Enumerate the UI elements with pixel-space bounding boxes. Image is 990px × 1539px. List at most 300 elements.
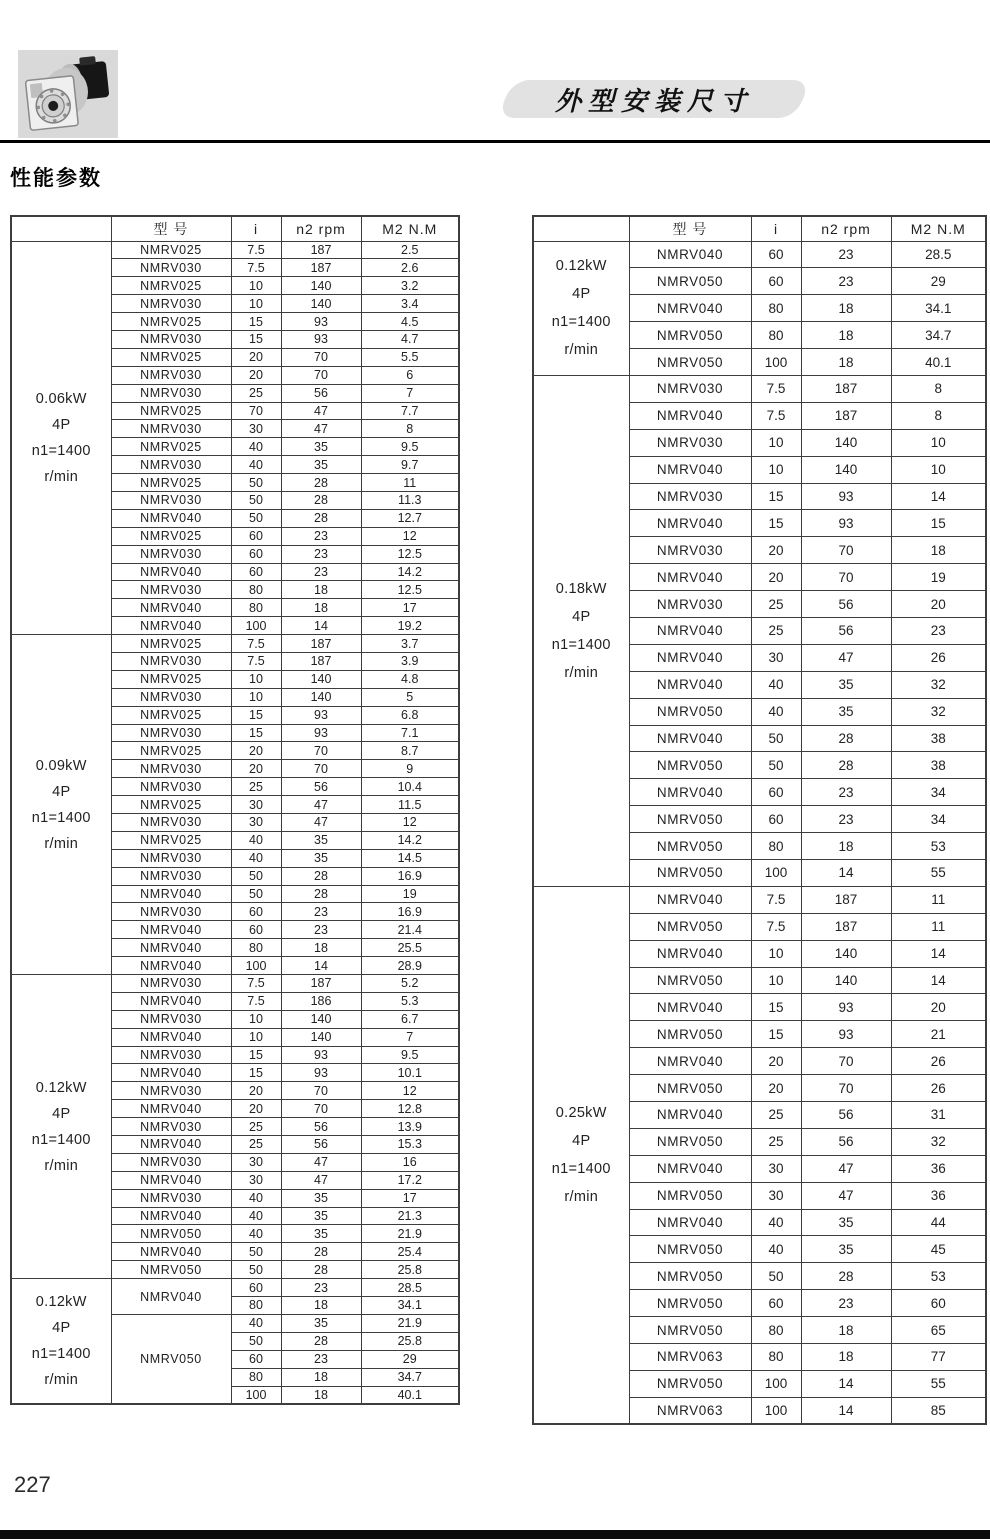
speed-cell: 28 [281, 1261, 361, 1279]
model-cell: NMRV030 [111, 581, 231, 599]
torque-cell: 11 [891, 913, 986, 940]
speed-cell: 93 [801, 994, 891, 1021]
model-cell: NMRV040 [111, 1136, 231, 1154]
speed-cell: 70 [281, 760, 361, 778]
torque-cell: 6 [361, 366, 459, 384]
model-cell: NMRV025 [111, 796, 231, 814]
ratio-cell: 25 [231, 778, 281, 796]
ratio-cell: 40 [751, 671, 801, 698]
speed-cell: 140 [801, 456, 891, 483]
speed-cell: 47 [281, 796, 361, 814]
model-cell: NMRV050 [629, 1128, 751, 1155]
model-cell: NMRV025 [111, 348, 231, 366]
torque-cell: 16.9 [361, 903, 459, 921]
torque-cell: 10 [891, 456, 986, 483]
ratio-cell: 25 [231, 1118, 281, 1136]
model-cell: NMRV040 [629, 779, 751, 806]
torque-cell: 17 [361, 1189, 459, 1207]
gearbox-motor-icon [18, 50, 118, 138]
torque-cell: 34.1 [891, 295, 986, 322]
speed-cell: 140 [801, 967, 891, 994]
speed-cell: 23 [801, 268, 891, 295]
ratio-cell: 25 [751, 591, 801, 618]
power-group-label: 0.09kW 4P n1=1400 r/min [11, 635, 111, 975]
speed-cell: 140 [801, 940, 891, 967]
ratio-cell: 30 [231, 420, 281, 438]
model-cell: NMRV040 [111, 617, 231, 635]
ratio-cell: 50 [751, 752, 801, 779]
ratio-cell: 7.5 [751, 886, 801, 913]
ratio-cell: 7.5 [231, 975, 281, 993]
model-cell: NMRV030 [111, 778, 231, 796]
ratio-cell: 50 [231, 1243, 281, 1261]
torque-cell: 3.2 [361, 277, 459, 295]
torque-cell: 12.5 [361, 581, 459, 599]
ratio-cell: 40 [231, 831, 281, 849]
torque-cell: 11 [361, 474, 459, 492]
torque-cell: 14 [891, 483, 986, 510]
ratio-cell: 15 [231, 330, 281, 348]
torque-cell: 19 [361, 885, 459, 903]
torque-cell: 44 [891, 1209, 986, 1236]
model-cell: NMRV040 [629, 940, 751, 967]
torque-cell: 14.5 [361, 849, 459, 867]
model-cell: NMRV030 [111, 1189, 231, 1207]
model-cell: NMRV040 [629, 241, 751, 268]
ratio-cell: 40 [231, 1225, 281, 1243]
ratio-cell: 60 [751, 241, 801, 268]
ratio-cell: 30 [751, 1182, 801, 1209]
model-cell: NMRV040 [111, 885, 231, 903]
model-cell: NMRV040 [629, 994, 751, 1021]
model-cell: NMRV050 [629, 698, 751, 725]
ratio-cell: 25 [751, 1102, 801, 1129]
torque-cell: 4.8 [361, 670, 459, 688]
ratio-cell: 50 [231, 1261, 281, 1279]
model-cell: NMRV025 [111, 670, 231, 688]
speed-cell: 23 [801, 806, 891, 833]
torque-cell: 8 [361, 420, 459, 438]
ratio-cell: 60 [231, 545, 281, 563]
speed-cell: 18 [281, 939, 361, 957]
model-cell: NMRV025 [111, 474, 231, 492]
model-cell: NMRV040 [111, 1100, 231, 1118]
speed-cell: 14 [281, 617, 361, 635]
torque-cell: 38 [891, 725, 986, 752]
ratio-cell: 80 [231, 1297, 281, 1315]
page-number: 227 [14, 1472, 51, 1497]
torque-cell: 7 [361, 384, 459, 402]
model-cell: NMRV030 [111, 1082, 231, 1100]
speed-cell: 18 [801, 322, 891, 349]
model-cell: NMRV030 [111, 545, 231, 563]
power-group-label: 0.12kW 4P n1=1400 r/min [11, 975, 111, 1279]
model-cell: NMRV025 [111, 706, 231, 724]
torque-cell: 19.2 [361, 617, 459, 635]
speed-cell: 140 [281, 295, 361, 313]
torque-cell: 40.1 [891, 349, 986, 376]
torque-cell: 26 [891, 1048, 986, 1075]
ratio-cell: 25 [751, 1128, 801, 1155]
torque-cell: 12.5 [361, 545, 459, 563]
model-cell: NMRV030 [111, 330, 231, 348]
header-divider [0, 140, 990, 143]
torque-cell: 60 [891, 1290, 986, 1317]
speed-cell: 23 [801, 1290, 891, 1317]
ratio-cell: 7.5 [231, 241, 281, 259]
torque-cell: 16 [361, 1153, 459, 1171]
torque-cell: 77 [891, 1344, 986, 1371]
speed-cell: 56 [801, 617, 891, 644]
table-row [533, 241, 986, 268]
torque-cell: 34.7 [891, 322, 986, 349]
torque-cell: 12 [361, 1082, 459, 1100]
torque-cell: 29 [891, 268, 986, 295]
speed-cell: 70 [281, 1082, 361, 1100]
ratio-cell: 7.5 [751, 375, 801, 402]
speed-cell: 47 [801, 1155, 891, 1182]
torque-cell: 25.4 [361, 1243, 459, 1261]
torque-cell: 21.9 [361, 1314, 459, 1332]
speed-cell: 93 [281, 1046, 361, 1064]
model-cell: NMRV050 [629, 1182, 751, 1209]
ratio-cell: 80 [751, 1344, 801, 1371]
torque-cell: 13.9 [361, 1118, 459, 1136]
speed-cell: 23 [801, 779, 891, 806]
ratio-cell: 80 [231, 581, 281, 599]
model-cell: NMRV040 [629, 886, 751, 913]
speed-cell: 18 [801, 833, 891, 860]
speed-cell: 35 [281, 438, 361, 456]
torque-cell: 4.7 [361, 330, 459, 348]
ratio-cell: 50 [751, 725, 801, 752]
ratio-cell: 60 [231, 563, 281, 581]
speed-cell: 140 [281, 277, 361, 295]
speed-cell: 18 [801, 349, 891, 376]
model-cell: NMRV025 [111, 402, 231, 420]
speed-cell: 140 [281, 688, 361, 706]
speed-cell: 23 [281, 545, 361, 563]
speed-cell: 14 [801, 1397, 891, 1424]
torque-cell: 7 [361, 1028, 459, 1046]
ratio-cell: 100 [231, 1386, 281, 1404]
model-cell: NMRV050 [629, 1290, 751, 1317]
torque-cell: 14 [891, 940, 986, 967]
torque-cell: 10 [891, 429, 986, 456]
speed-cell: 140 [281, 670, 361, 688]
speed-cell: 35 [801, 671, 891, 698]
model-cell: NMRV040 [629, 564, 751, 591]
ratio-cell: 80 [231, 599, 281, 617]
model-cell: NMRV030 [111, 1118, 231, 1136]
ratio-column-header: i [231, 216, 281, 241]
torque-cell: 17.2 [361, 1171, 459, 1189]
table-header-row [11, 216, 459, 241]
ratio-cell: 20 [231, 1100, 281, 1118]
model-cell: NMRV040 [111, 1171, 231, 1189]
model-cell: NMRV040 [629, 1155, 751, 1182]
torque-cell: 4.5 [361, 313, 459, 331]
model-cell: NMRV030 [111, 849, 231, 867]
model-cell: NMRV030 [629, 483, 751, 510]
power-group-label: 0.18kW 4P n1=1400 r/min [533, 375, 629, 886]
model-cell: NMRV050 [629, 833, 751, 860]
speed-cell: 56 [801, 591, 891, 618]
model-cell: NMRV050 [629, 1021, 751, 1048]
power-group-label: 0.25kW 4P n1=1400 r/min [533, 886, 629, 1424]
torque-column-header: M2 N.M [891, 216, 986, 241]
speed-cell: 35 [801, 698, 891, 725]
model-cell: NMRV050 [629, 913, 751, 940]
torque-cell: 12.8 [361, 1100, 459, 1118]
ratio-cell: 60 [231, 1350, 281, 1368]
torque-cell: 14.2 [361, 563, 459, 581]
speed-cell: 35 [281, 849, 361, 867]
speed-cell: 35 [281, 1207, 361, 1225]
torque-cell: 21.9 [361, 1225, 459, 1243]
speed-cell: 23 [801, 241, 891, 268]
model-cell: NMRV030 [111, 384, 231, 402]
speed-cell: 187 [281, 975, 361, 993]
speed-cell: 187 [281, 259, 361, 277]
ratio-cell: 20 [751, 1075, 801, 1102]
speed-cell: 28 [801, 1263, 891, 1290]
torque-cell: 8 [891, 402, 986, 429]
speed-cell: 35 [281, 456, 361, 474]
ratio-cell: 100 [751, 859, 801, 886]
ratio-cell: 60 [231, 903, 281, 921]
torque-cell: 20 [891, 591, 986, 618]
model-cell: NMRV040 [111, 1207, 231, 1225]
ratio-cell: 15 [231, 313, 281, 331]
speed-cell: 70 [801, 564, 891, 591]
model-cell: NMRV030 [111, 491, 231, 509]
torque-cell: 3.9 [361, 652, 459, 670]
model-cell: NMRV025 [111, 313, 231, 331]
ratio-cell: 100 [231, 617, 281, 635]
ratio-cell: 20 [231, 760, 281, 778]
speed-cell: 28 [281, 1332, 361, 1350]
torque-cell: 55 [891, 1370, 986, 1397]
torque-cell: 32 [891, 698, 986, 725]
ratio-cell: 80 [751, 833, 801, 860]
speed-cell: 18 [281, 1297, 361, 1315]
torque-cell: 12 [361, 527, 459, 545]
model-cell: NMRV030 [629, 429, 751, 456]
torque-cell: 21.3 [361, 1207, 459, 1225]
ratio-cell: 15 [751, 1021, 801, 1048]
torque-cell: 7.1 [361, 724, 459, 742]
speed-cell: 18 [281, 1386, 361, 1404]
model-cell: NMRV050 [629, 349, 751, 376]
model-cell: NMRV025 [111, 635, 231, 653]
torque-cell: 9.5 [361, 1046, 459, 1064]
page-banner [505, 80, 803, 118]
speed-cell: 93 [801, 483, 891, 510]
speed-cell: 47 [281, 814, 361, 832]
ratio-cell: 70 [231, 402, 281, 420]
model-cell: NMRV030 [111, 814, 231, 832]
model-cell: NMRV050 [629, 1236, 751, 1263]
table-row [11, 635, 459, 653]
model-cell: NMRV063 [629, 1397, 751, 1424]
torque-cell: 21 [891, 1021, 986, 1048]
speed-cell: 18 [281, 599, 361, 617]
ratio-cell: 50 [231, 491, 281, 509]
model-cell: NMRV040 [111, 992, 231, 1010]
ratio-cell: 40 [231, 1207, 281, 1225]
speed-cell: 28 [801, 752, 891, 779]
ratio-cell: 7.5 [231, 652, 281, 670]
torque-cell: 34.1 [361, 1297, 459, 1315]
model-cell: NMRV050 [629, 859, 751, 886]
model-cell: NMRV050 [629, 322, 751, 349]
model-cell: NMRV050 [111, 1225, 231, 1243]
torque-cell: 15.3 [361, 1136, 459, 1154]
speed-cell: 70 [281, 348, 361, 366]
ratio-cell: 15 [231, 1046, 281, 1064]
torque-cell: 21.4 [361, 921, 459, 939]
ratio-cell: 60 [751, 806, 801, 833]
ratio-cell: 10 [231, 670, 281, 688]
torque-cell: 55 [891, 859, 986, 886]
model-cell: NMRV050 [629, 268, 751, 295]
ratio-cell: 80 [751, 1317, 801, 1344]
model-cell: NMRV050 [629, 1263, 751, 1290]
ratio-cell: 60 [231, 527, 281, 545]
torque-cell: 34 [891, 806, 986, 833]
model-cell: NMRV040 [111, 939, 231, 957]
ratio-cell: 30 [231, 796, 281, 814]
torque-cell: 26 [891, 644, 986, 671]
speed-cell: 18 [801, 295, 891, 322]
speed-cell: 47 [281, 402, 361, 420]
speed-cell: 70 [281, 742, 361, 760]
model-cell: NMRV050 [629, 1370, 751, 1397]
speed-cell: 28 [281, 885, 361, 903]
gearbox-motor-photo [18, 50, 118, 138]
model-cell: NMRV040 [629, 402, 751, 429]
torque-cell: 5 [361, 688, 459, 706]
torque-cell: 25.8 [361, 1261, 459, 1279]
torque-cell: 53 [891, 833, 986, 860]
speed-cell: 93 [281, 330, 361, 348]
model-cell: NMRV040 [629, 617, 751, 644]
performance-table-right [532, 215, 987, 1425]
footer-bar [0, 1530, 990, 1539]
speed-cell: 93 [801, 510, 891, 537]
model-cell: NMRV030 [111, 1046, 231, 1064]
ratio-cell: 80 [751, 322, 801, 349]
ratio-cell: 10 [231, 1028, 281, 1046]
ratio-cell: 15 [751, 994, 801, 1021]
torque-cell: 9.7 [361, 456, 459, 474]
speed-cell: 14 [281, 957, 361, 975]
torque-cell: 28.5 [361, 1279, 459, 1297]
speed-cell: 18 [801, 1317, 891, 1344]
speed-cell: 187 [281, 652, 361, 670]
ratio-cell: 50 [231, 509, 281, 527]
speed-cell: 35 [281, 1189, 361, 1207]
speed-cell: 14 [801, 1370, 891, 1397]
ratio-cell: 80 [231, 939, 281, 957]
model-cell: NMRV030 [111, 420, 231, 438]
ratio-cell: 25 [231, 384, 281, 402]
speed-cell: 14 [801, 859, 891, 886]
speed-cell: 23 [281, 921, 361, 939]
ratio-cell: 10 [231, 277, 281, 295]
torque-cell: 16.9 [361, 867, 459, 885]
speed-cell: 70 [801, 1075, 891, 1102]
model-cell: NMRV040 [629, 1209, 751, 1236]
torque-cell: 34.7 [361, 1368, 459, 1386]
table-row [533, 375, 986, 402]
speed-cell: 28 [281, 474, 361, 492]
table-row [11, 975, 459, 993]
model-cell: NMRV030 [111, 724, 231, 742]
torque-cell: 18 [891, 537, 986, 564]
model-cell: NMRV030 [111, 259, 231, 277]
torque-cell: 12 [361, 814, 459, 832]
torque-cell: 9.5 [361, 438, 459, 456]
ratio-cell: 25 [231, 1136, 281, 1154]
speed-cell: 93 [281, 724, 361, 742]
ratio-cell: 30 [231, 1171, 281, 1189]
speed-cell: 187 [281, 241, 361, 259]
torque-column-header: M2 N.M [361, 216, 459, 241]
speed-cell: 187 [801, 375, 891, 402]
group-column-header [533, 216, 629, 241]
model-cell: NMRV030 [111, 1010, 231, 1028]
ratio-column-header: i [751, 216, 801, 241]
torque-cell: 10.1 [361, 1064, 459, 1082]
ratio-cell: 80 [231, 1368, 281, 1386]
ratio-cell: 15 [231, 724, 281, 742]
speed-cell: 93 [281, 706, 361, 724]
torque-cell: 2.6 [361, 259, 459, 277]
ratio-cell: 60 [751, 779, 801, 806]
torque-cell: 11.3 [361, 491, 459, 509]
torque-cell: 5.5 [361, 348, 459, 366]
speed-cell: 18 [281, 1368, 361, 1386]
torque-cell: 25.5 [361, 939, 459, 957]
model-cell: NMRV030 [629, 537, 751, 564]
speed-cell: 140 [281, 1028, 361, 1046]
ratio-cell: 10 [231, 1010, 281, 1028]
torque-cell: 5.3 [361, 992, 459, 1010]
model-cell: NMRV025 [111, 438, 231, 456]
ratio-cell: 15 [751, 510, 801, 537]
model-cell: NMRV040 [111, 563, 231, 581]
speed-cell: 28 [281, 509, 361, 527]
model-cell: NMRV040 [629, 725, 751, 752]
speed-cell: 187 [281, 635, 361, 653]
model-cell: NMRV040 [629, 295, 751, 322]
torque-cell: 2.5 [361, 241, 459, 259]
speed-cell: 56 [281, 384, 361, 402]
model-cell: NMRV025 [111, 277, 231, 295]
torque-cell: 26 [891, 1075, 986, 1102]
torque-cell: 6.8 [361, 706, 459, 724]
ratio-cell: 7.5 [231, 992, 281, 1010]
torque-cell: 12.7 [361, 509, 459, 527]
torque-cell: 28.9 [361, 957, 459, 975]
model-cell: NMRV040 [629, 1102, 751, 1129]
banner-title: 外型安装尺寸 [554, 86, 753, 116]
speed-cell: 47 [801, 1182, 891, 1209]
torque-cell: 14 [891, 967, 986, 994]
torque-cell: 40.1 [361, 1386, 459, 1404]
